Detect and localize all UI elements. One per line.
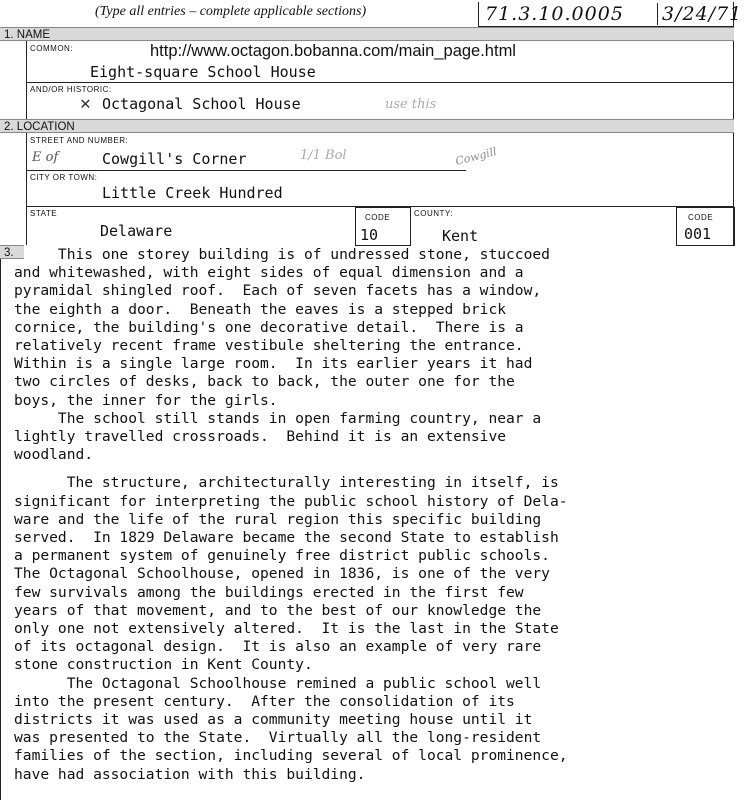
- section-2-header: [0, 119, 734, 133]
- county-value: Kent: [442, 227, 479, 245]
- text-line: districts it was used as a community meeting house until it: [14, 711, 533, 729]
- state-code-label: CODE: [365, 213, 391, 222]
- historic-annotation: use this: [385, 97, 437, 112]
- text-line: a permanent system of genuinely free district public schools.: [14, 547, 550, 565]
- description-text: [14, 246, 734, 784]
- section-1-left-rule: [26, 41, 27, 119]
- text-line: The school still stands in open farming country, near a: [14, 409, 542, 427]
- check-mark-icon: ✕: [80, 93, 91, 114]
- section-2-left-rule: [26, 133, 27, 245]
- text-line: pyramidal shingled roof. Each of seven facets has a window,: [14, 282, 542, 300]
- form-instruction: (Type all entries – complete applicable sections): [95, 4, 367, 19]
- section-1-header: [0, 27, 734, 41]
- city-label: CITY OR TOWN:: [30, 173, 98, 182]
- text-line: The structure, architecturally interesting in itself, is: [14, 474, 559, 492]
- text-line: woodland.: [14, 446, 94, 464]
- section-1-divider: [26, 82, 734, 83]
- source-url: http://www.octagon.bobanna.com/main_page.html: [150, 42, 516, 60]
- handwritten-reference-box: [478, 2, 743, 27]
- text-line: lightly travelled crossroads. Behind it is an extensive: [14, 428, 507, 446]
- section-3-number: 3.: [4, 247, 14, 259]
- text-line: Within is a single large room. In its earlier years it had: [14, 355, 533, 373]
- text-line: stone construction in Kent County.: [14, 656, 313, 674]
- street-annotation: 1/1 Bol: [300, 148, 347, 163]
- text-line: boys, the inner for the girls.: [14, 391, 278, 409]
- text-line: families of the section, including several of local prominence,: [14, 747, 568, 765]
- street-value: Cowgill's Corner: [102, 150, 247, 168]
- text-line: was presented to the State. Virtually all the long-resident: [14, 729, 542, 747]
- text-line: have had association with this building.: [14, 765, 366, 783]
- street-side-note: Cowgill: [454, 145, 499, 168]
- text-line: only one not extensively altered. It is the last in the State: [14, 620, 559, 638]
- section-2-number: 2.: [4, 121, 14, 133]
- common-name-value: Eight-square School House: [90, 63, 316, 81]
- city-value: Little Creek Hundred: [102, 184, 283, 202]
- section-1-title: NAME: [16, 29, 51, 41]
- state-label: STATE: [30, 209, 58, 218]
- section-2-divider-1: [26, 170, 466, 171]
- county-code-label: CODE: [688, 213, 714, 222]
- text-line: The Octagonal Schoolhouse, opened in 1836, is one of the very: [14, 565, 550, 583]
- text-line: served. In 1829 Delaware became the second State to establish: [14, 529, 559, 547]
- text-line: into the present century. After the consolidation of its: [14, 692, 515, 710]
- text-line: the eighth a door. Beneath the eaves is a stepped brick: [14, 300, 507, 318]
- historic-name-value: Octagonal School House: [102, 95, 301, 113]
- section-2-title: LOCATION: [16, 121, 75, 133]
- description-paragraphs: [14, 246, 734, 464]
- handwritten-date: 3/24/71: [657, 3, 742, 25]
- county-label: COUNTY:: [414, 209, 454, 218]
- state-value: Delaware: [100, 222, 173, 240]
- handwritten-id: 71.3.10.0005: [485, 3, 624, 25]
- section-1-number: 1.: [4, 29, 14, 41]
- text-line: years of that movement, and to the best of our knowledge the: [14, 601, 542, 619]
- text-line: ware and the life of the rural region this specific building: [14, 510, 542, 528]
- county-code-value: 001: [684, 225, 712, 243]
- text-line: The Octagonal Schoolhouse remined a public school well: [14, 674, 542, 692]
- section-3-left-rule: [0, 259, 1, 800]
- text-line: This one storey building is of undressed stone, stuccoed: [14, 246, 550, 263]
- historic-label: AND/OR HISTORIC:: [30, 85, 112, 94]
- text-line: significant for interpreting the public school history of Dela-: [14, 492, 568, 510]
- street-prefix: E of: [32, 150, 59, 165]
- text-line: cornice, the building's one decorative detail. There is a: [14, 318, 524, 336]
- significance-paragraphs: [14, 474, 734, 783]
- state-code-value: 10: [360, 226, 379, 244]
- street-label: STREET AND NUMBER:: [30, 136, 129, 145]
- text-line: and whitewashed, with eight sides of equal dimension and a: [14, 264, 524, 282]
- common-label: COMMON:: [30, 44, 74, 53]
- section-1-right-rule: [733, 41, 734, 119]
- text-line: relatively recent frame vestibule sheltering the entrance.: [14, 337, 524, 355]
- text-line: two circles of desks, back to back, the outer one for the: [14, 373, 515, 391]
- text-line: few survivals among the buildings erected in the first few: [14, 583, 524, 601]
- text-line: of its octagonal design. It is also an example of very rare: [14, 638, 542, 656]
